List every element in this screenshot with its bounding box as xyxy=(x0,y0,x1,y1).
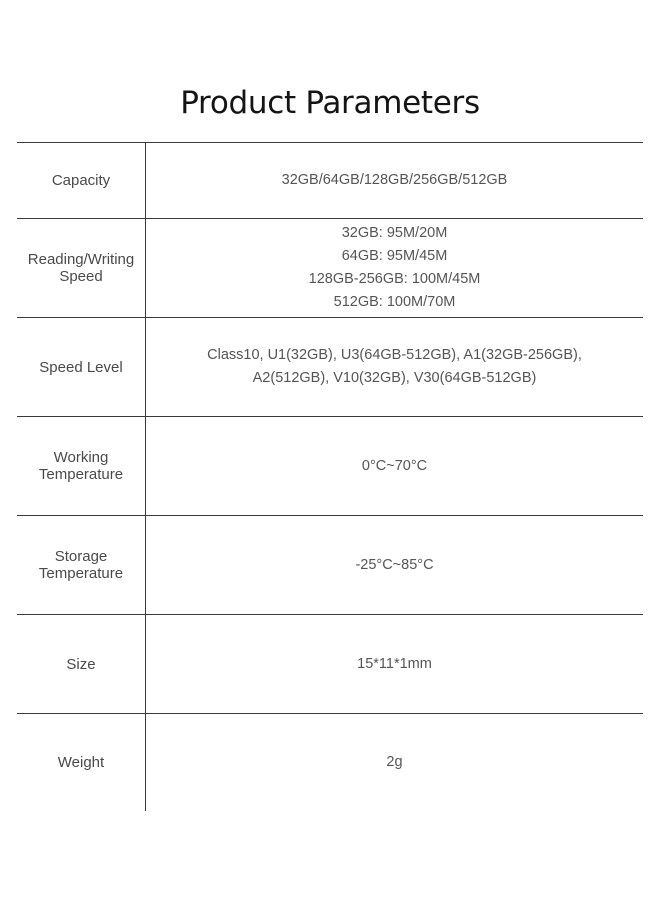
spec-row-weight xyxy=(17,713,643,811)
spec-label-size: Size xyxy=(17,615,146,713)
spec-label-capacity: Capacity xyxy=(17,143,146,218)
spec-value-line: 32GB/64GB/128GB/256GB/512GB xyxy=(281,172,508,188)
spec-value-line: 2g xyxy=(386,754,403,770)
spec-value-line: A2(512GB), V10(32GB), V30(64GB-512GB) xyxy=(252,370,537,386)
spec-value-speed-level xyxy=(146,318,643,416)
spec-row-capacity xyxy=(17,142,643,218)
spec-row-size xyxy=(17,614,643,713)
spec-row-reading-writing-speed xyxy=(17,218,643,317)
spec-label-storage-temperature: Storage Temperature xyxy=(17,516,146,614)
page-title: Product Parameters xyxy=(180,85,480,121)
spec-value-size xyxy=(146,615,643,713)
spec-row-speed-level xyxy=(17,317,643,416)
spec-value-capacity xyxy=(146,143,643,218)
spec-label-speed-level: Speed Level xyxy=(17,318,146,416)
spec-table xyxy=(17,142,643,811)
spec-value-line: 15*11*1mm xyxy=(357,655,432,672)
spec-value-line: 128GB-256GB: 100M/45M xyxy=(308,271,481,287)
spec-value-weight xyxy=(146,714,643,811)
spec-label-working-temperature: Working Temperature xyxy=(17,417,146,515)
spec-label-weight: Weight xyxy=(17,714,146,811)
spec-value-line: 64GB: 95M/45M xyxy=(341,248,448,264)
spec-value-reading-writing-speed xyxy=(146,219,643,317)
spec-value-line: Class10, U1(32GB), U3(64GB-512GB), A1(32GB-256GB), xyxy=(207,347,582,363)
spec-row-working-temperature xyxy=(17,416,643,515)
spec-value-line: 512GB: 100M/70M xyxy=(333,294,456,310)
spec-value-line: 0°C~70°C xyxy=(361,457,428,474)
spec-value-line: 32GB: 95M/20M xyxy=(341,225,448,241)
spec-label-reading-writing-speed: Reading/Writing Speed xyxy=(17,219,146,317)
spec-value-line: -25°C~85°C xyxy=(355,556,434,573)
spec-value-storage-temperature xyxy=(146,516,643,614)
spec-value-working-temperature xyxy=(146,417,643,515)
spec-row-storage-temperature xyxy=(17,515,643,614)
